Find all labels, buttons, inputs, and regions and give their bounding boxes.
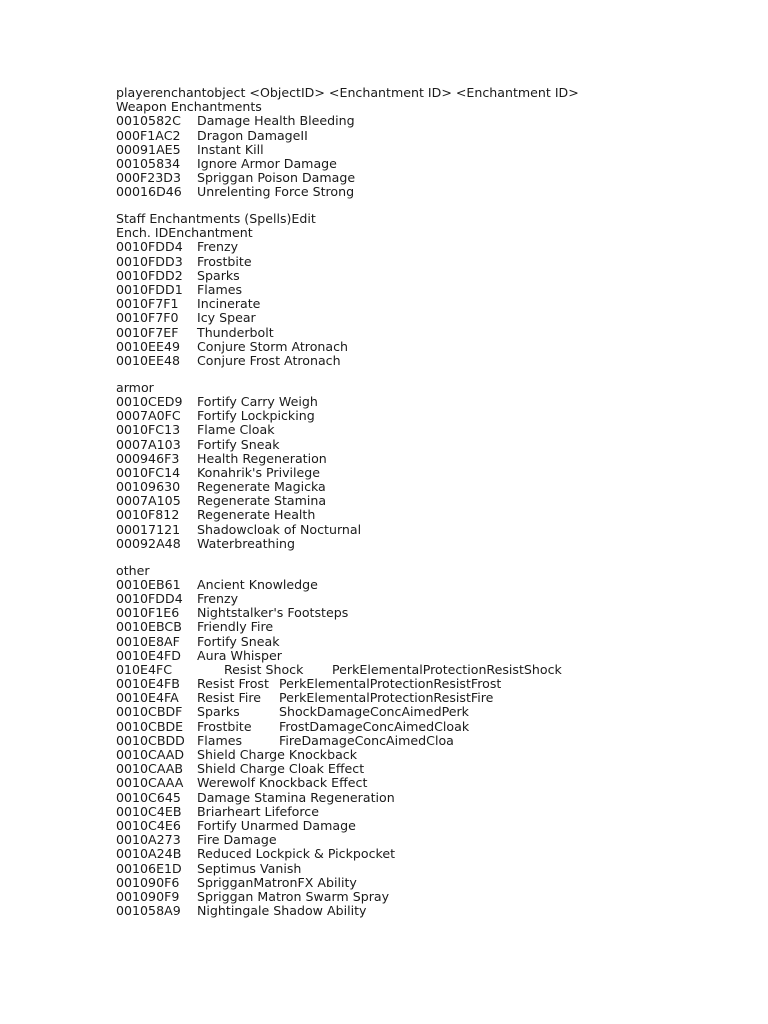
- enchantment-name: Sparks: [197, 267, 240, 283]
- enchantment-id: 0010F7F1: [116, 296, 179, 312]
- enchantment-editor-id: PerkElementalProtectionResistShock: [332, 661, 562, 677]
- enchantment-id: 0010CBDF: [116, 704, 183, 720]
- enchantment-id: 0010E8AF: [116, 633, 180, 649]
- list-item: [116, 466, 756, 480]
- staff-heading: Staff Enchantments (Spells)Edit: [116, 211, 316, 227]
- enchantment-name: Unrelenting Force Strong: [197, 184, 355, 200]
- staff-list: [116, 240, 756, 368]
- enchantment-id: 0010C4E6: [116, 817, 181, 833]
- enchantment-name: Regenerate Magicka: [197, 479, 326, 495]
- enchantment-name: Fortify Lockpicking: [197, 408, 315, 424]
- enchantment-id: 0010EE48: [116, 352, 180, 368]
- enchantment-id: 0010FDD4: [116, 239, 183, 255]
- enchantment-name: Ignore Armor Damage: [197, 155, 337, 171]
- list-item: [116, 129, 756, 143]
- enchantment-id: 0010EB61: [116, 576, 181, 592]
- enchantment-id: 0010F1E6: [116, 605, 180, 621]
- list-item: [116, 890, 756, 904]
- enchantment-id: 000946F3: [116, 450, 180, 466]
- weapon-list: [116, 114, 756, 199]
- enchantment-editor-id: FrostDamageConcAimedCloak: [279, 718, 470, 734]
- enchantment-id: 0010F812: [116, 507, 180, 523]
- enchantment-name: Frostbite: [197, 253, 252, 269]
- enchantment-id: 00016D46: [116, 184, 182, 200]
- enchantment-id: 0007A105: [116, 493, 181, 509]
- list-item: [116, 480, 756, 494]
- enchantment-id: 0010C4EB: [116, 803, 182, 819]
- list-item: [116, 494, 756, 508]
- list-item: [116, 438, 756, 452]
- enchantment-editor-id: PerkElementalProtectionResistFrost: [279, 676, 502, 692]
- enchantment-id: 0010CED9: [116, 393, 183, 409]
- list-item: [116, 720, 756, 734]
- section-gap: [116, 368, 756, 381]
- list-item: [116, 171, 756, 185]
- enchantment-name: Regenerate Health: [197, 507, 316, 523]
- enchantment-name: Shield Charge Cloak Effect: [197, 761, 365, 777]
- enchantment-name: Frenzy: [197, 590, 239, 606]
- enchantment-name: Damage Health Bleeding: [197, 113, 355, 129]
- list-item: [116, 283, 756, 297]
- enchantment-name: Instant Kill: [197, 141, 264, 157]
- enchantment-name: Friendly Fire: [197, 619, 274, 635]
- enchantment-id: 00109630: [116, 479, 181, 495]
- list-item: [116, 395, 756, 409]
- enchantment-name: Nightstalker's Footsteps: [197, 605, 349, 621]
- enchantment-name: Regenerate Stamina: [197, 493, 327, 509]
- list-item: [116, 578, 756, 592]
- enchantment-id: 001058A9: [116, 903, 181, 919]
- enchantment-id: 0010F7F0: [116, 310, 179, 326]
- list-item: [116, 297, 756, 311]
- list-item: [116, 748, 756, 762]
- enchantment-name: Waterbreathing: [197, 535, 295, 551]
- enchantment-name: Fortify Sneak: [197, 633, 280, 649]
- enchantment-id: 000F1AC2: [116, 127, 181, 143]
- enchantment-id: 00105834: [116, 155, 181, 171]
- enchantment-name: Fortify Carry Weigh: [197, 393, 318, 409]
- list-item: [116, 269, 756, 283]
- enchantment-name: SprigganMatronFX Ability: [197, 874, 357, 890]
- list-item: [116, 819, 756, 833]
- enchantment-name: Resist Fire: [197, 690, 261, 706]
- enchantment-name: Fortify Sneak: [197, 436, 280, 452]
- list-item: [116, 452, 756, 466]
- armor-heading: armor: [116, 379, 154, 395]
- enchantment-name: Spriggan Matron Swarm Spray: [197, 888, 390, 904]
- enchantment-name: Shield Charge Knockback: [197, 747, 358, 763]
- list-item: [116, 326, 756, 340]
- enchantment-name: Flames: [197, 732, 243, 748]
- list-item: [116, 157, 756, 171]
- enchantment-id: 0010FDD4: [116, 590, 183, 606]
- enchantment-name: Resist Shock: [224, 661, 304, 677]
- enchantment-name: Konahrik's Privilege: [197, 464, 321, 480]
- enchantment-name: Spriggan Poison Damage: [197, 170, 356, 186]
- enchantment-name: Ancient Knowledge: [197, 576, 318, 592]
- list-item: [116, 409, 756, 423]
- enchantment-id: 0007A0FC: [116, 408, 181, 424]
- other-heading: other: [116, 562, 150, 578]
- list-item: [116, 876, 756, 890]
- list-item: [116, 537, 756, 551]
- list-item: [116, 677, 756, 691]
- list-item: [116, 523, 756, 537]
- enchantment-id: 0010A273: [116, 832, 181, 848]
- enchantment-name: Frostbite: [197, 718, 252, 734]
- enchantment-id: 0010FC13: [116, 422, 181, 438]
- list-item: [116, 606, 756, 620]
- list-item: [116, 143, 756, 157]
- enchantment-name: Resist Frost: [197, 676, 269, 692]
- enchantment-name: Incinerate: [197, 296, 261, 312]
- list-item: [116, 847, 756, 861]
- list-item: [116, 762, 756, 776]
- enchantment-name: Icy Spear: [197, 310, 256, 326]
- list-item: [116, 311, 756, 325]
- enchantment-id: 00092A48: [116, 535, 181, 551]
- list-item: [116, 705, 756, 719]
- list-item: [116, 904, 756, 918]
- enchantment-id: 0010E4FA: [116, 690, 179, 706]
- list-item: [116, 508, 756, 522]
- enchantment-id: 0010FDD1: [116, 282, 183, 298]
- enchantment-id: 00017121: [116, 521, 181, 537]
- enchantment-id: 0010C645: [116, 789, 181, 805]
- list-item: [116, 255, 756, 269]
- enchantment-name: Conjure Storm Atronach: [197, 338, 349, 354]
- enchantment-name: Sparks: [197, 704, 240, 720]
- list-item: [116, 833, 756, 847]
- list-item: [116, 592, 756, 606]
- enchantment-id: 0010E4FD: [116, 647, 181, 663]
- list-item: [116, 240, 756, 254]
- enchantment-id: 0007A103: [116, 436, 181, 452]
- list-item: [116, 620, 756, 634]
- enchantment-name: Fortify Unarmed Damage: [197, 817, 356, 833]
- other-list: [116, 578, 756, 919]
- enchantment-id: 0010A24B: [116, 846, 182, 862]
- enchantment-name: Septimus Vanish: [197, 860, 302, 876]
- section-gap: [116, 551, 756, 564]
- enchantment-name: Fire Damage: [197, 832, 277, 848]
- enchantment-id: 0010FDD3: [116, 253, 183, 269]
- list-item: [116, 185, 756, 199]
- list-item: [116, 805, 756, 819]
- enchantment-id: 0010CBDE: [116, 718, 184, 734]
- enchantment-id: 0010CBDD: [116, 732, 185, 748]
- list-item: [116, 114, 756, 128]
- list-item: [116, 354, 756, 368]
- enchantment-name: Thunderbolt: [197, 324, 274, 340]
- enchantment-id: 010E4FC: [116, 661, 173, 677]
- document-page: [116, 86, 756, 918]
- enchantment-name: Health Regeneration: [197, 450, 327, 466]
- enchantment-name: Werewolf Knockback Effect: [197, 775, 368, 791]
- enchantment-id: 001090F9: [116, 888, 180, 904]
- armor-list: [116, 395, 756, 551]
- enchantment-id: 00106E1D: [116, 860, 182, 876]
- enchantment-editor-id: FireDamageConcAimedCloa: [279, 732, 454, 748]
- enchantment-name: Nightingale Shadow Ability: [197, 903, 367, 919]
- enchantment-id: 0010CAAA: [116, 775, 184, 791]
- list-item: [116, 776, 756, 790]
- enchantment-editor-id: PerkElementalProtectionResistFire: [279, 690, 494, 706]
- enchantment-id: 0010CAAB: [116, 761, 184, 777]
- enchantment-id: 00091AE5: [116, 141, 181, 157]
- enchantment-id: 0010F7EF: [116, 324, 179, 340]
- enchantment-name: Dragon DamageII: [197, 127, 308, 143]
- enchantment-name: Shadowcloak of Nocturnal: [197, 521, 362, 537]
- weapon-heading: Weapon Enchantments: [116, 99, 262, 115]
- list-item: [116, 862, 756, 876]
- enchantment-id: 0010CAAD: [116, 747, 185, 763]
- enchantment-id: 0010582C: [116, 113, 181, 129]
- enchantment-id: 0010FDD2: [116, 267, 183, 283]
- list-item: [116, 340, 756, 354]
- list-item: [116, 423, 756, 437]
- list-item: [116, 635, 756, 649]
- list-item: [116, 691, 756, 705]
- enchantment-name: Frenzy: [197, 239, 239, 255]
- enchantment-id: 001090F6: [116, 874, 180, 890]
- enchantment-id: 000F23D3: [116, 170, 182, 186]
- enchantment-name: Flame Cloak: [197, 422, 275, 438]
- enchantment-name: Aura Whisper: [197, 647, 282, 663]
- enchantment-id: 0010E4FB: [116, 676, 180, 692]
- enchantment-id: 0010EBCB: [116, 619, 182, 635]
- list-item: [116, 649, 756, 663]
- enchantment-name: Damage Stamina Regeneration: [197, 789, 395, 805]
- list-item: [116, 663, 756, 677]
- list-item: [116, 791, 756, 805]
- enchantment-id: 0010FC14: [116, 464, 181, 480]
- staff-subheading: Ench. IDEnchantment: [116, 225, 253, 241]
- enchantment-id: 0010EE49: [116, 338, 180, 354]
- command-line: playerenchantobject <ObjectID> <Enchantment ID> <Enchantment ID>: [116, 85, 579, 100]
- enchantment-editor-id: ShockDamageConcAimedPerk: [279, 704, 469, 720]
- enchantment-name: Reduced Lockpick & Pickpocket: [197, 846, 396, 862]
- list-item: [116, 734, 756, 748]
- enchantment-name: Briarheart Lifeforce: [197, 803, 319, 819]
- enchantment-name: Conjure Frost Atronach: [197, 352, 341, 368]
- enchantment-name: Flames: [197, 282, 243, 298]
